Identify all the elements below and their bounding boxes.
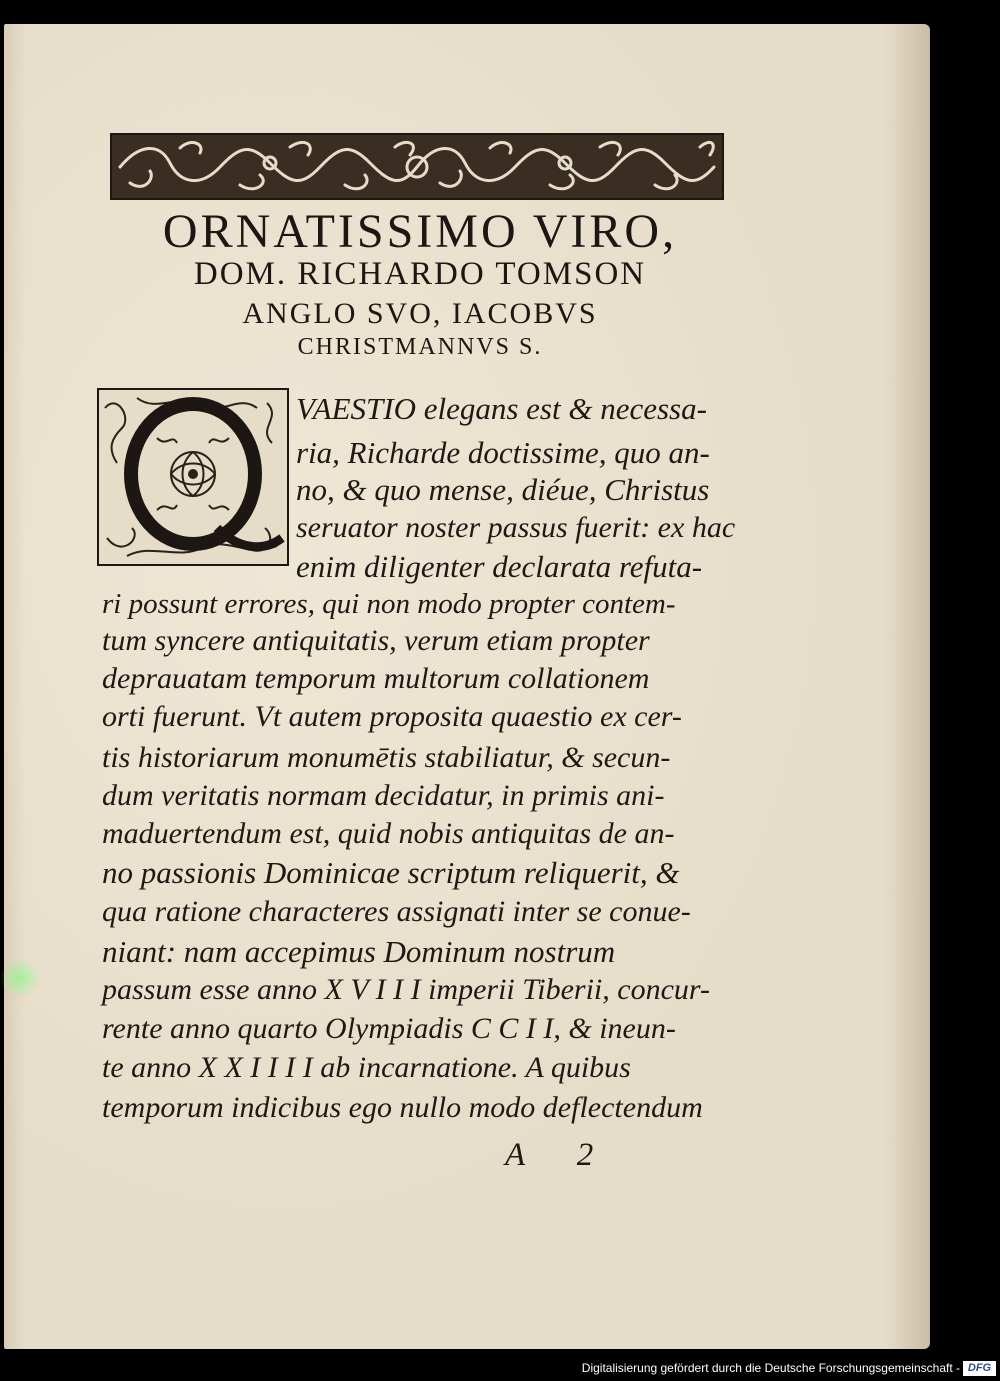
decorative-headpiece xyxy=(110,133,724,200)
body-line: enim diligenter declarata refuta- xyxy=(296,549,703,584)
body-line: tis historiarum monumētis stabiliatur, & secun- xyxy=(102,741,671,774)
dedication-line-4: CHRISTMANNVS S. xyxy=(297,334,543,360)
page-title: ORNATISSIMO VIRO, xyxy=(162,205,678,258)
body-line: maduertendum est, quid nobis antiquitas de an- xyxy=(102,817,675,850)
body-line: tum syncere antiquitatis, verum etiam propter xyxy=(102,624,650,657)
body-line: dum veritatis normam decidatur, in primis ani- xyxy=(102,779,665,812)
body-line: deprauatam temporum multorum collationem xyxy=(102,662,650,695)
body-line: niant: nam accepimus Dominum nostrum xyxy=(102,934,616,969)
body-line: ria, Richarde doctissime, quo an- xyxy=(296,435,710,470)
dedication-line-3: ANGLO SVO, IACOBVS xyxy=(242,297,598,330)
dedication-line-2: DOM. RICHARDO TOMSON xyxy=(193,256,647,292)
dfg-logo: DFG xyxy=(963,1361,996,1376)
scan-artifact xyxy=(0,958,40,998)
signature-mark: A 2 xyxy=(505,1137,616,1173)
body-line: orti fuerunt. Vt autem proposita quaestio ex cer- xyxy=(102,700,682,733)
body-line: passum esse anno X V I I I imperii Tiberii, concur- xyxy=(102,973,710,1006)
body-line: rente anno quarto Olympiadis C C I I, & ineun- xyxy=(102,1012,676,1045)
body-line: temporum indicibus ego nullo modo deflectendum xyxy=(102,1091,703,1124)
body-line: VAESTIO elegans est & necessa- xyxy=(296,391,707,426)
digitization-credit: Digitalisierung gefördert durch die Deutsche Forschungsgemeinschaft - xyxy=(581,1361,960,1375)
body-line: te anno X X I I I I ab incarnatione. A quibus xyxy=(102,1051,631,1084)
body-line: qua ratione characteres assignati inter se conue- xyxy=(102,895,691,928)
body-line: ri possunt errores, qui non modo propter contem- xyxy=(102,588,676,620)
body-line: no passionis Dominicae scriptum reliquerit, & xyxy=(102,855,680,890)
body-line: no, & quo mense, diéue, Christus xyxy=(296,472,710,507)
decorated-initial-Q xyxy=(97,388,289,566)
body-line: seruator noster passus fuerit: ex hac xyxy=(296,511,736,544)
